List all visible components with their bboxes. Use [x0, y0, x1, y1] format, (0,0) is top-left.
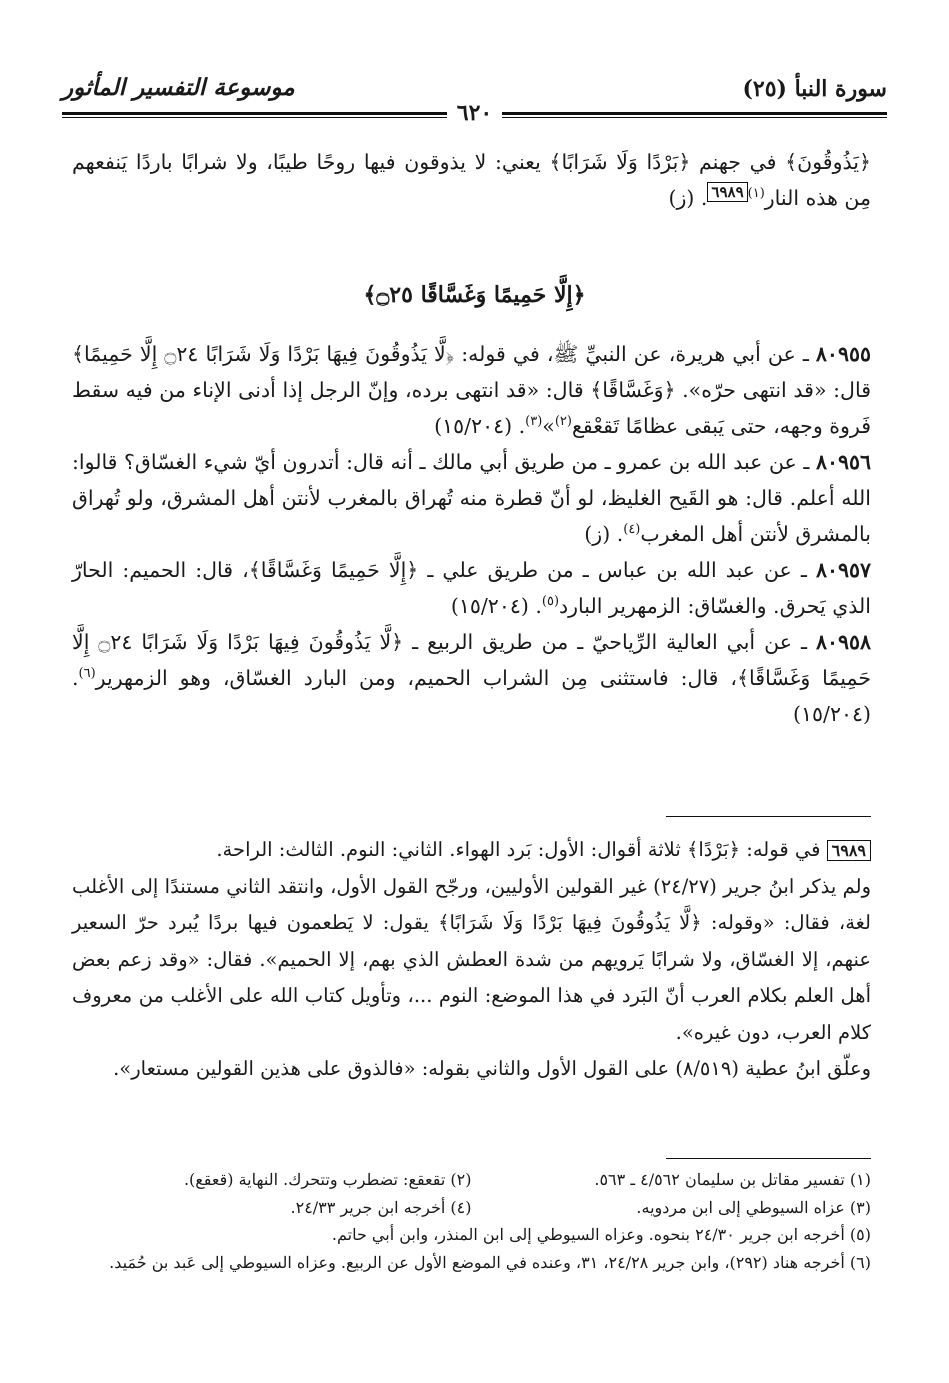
narration-number: ٨٠٩٥٥: [815, 342, 871, 366]
intro-paragraph: ﴿يَذُوقُونَ﴾ في جهنم ﴿بَرْدًا وَلَا شَرَابًا﴾ يعني: لا يذوقون فيها روحًا طيبًا، ولا شرابًا باردًا يَنفعهم مِن هذه النار$^{(١)٦٩٨٩}$. (ز): [72, 150, 871, 210]
footnote-ref[interactable]: (٥): [541, 594, 560, 610]
narration: ٨٠٩٥٥ ـ عن أبي هريرة، عن النبيِّ ﷺ، في قوله: ﴿لَّا يَذُوقُونَ فِيهَا بَرْدًا وَلَا شَرَابًا ۝٢٤ إِلَّا حَمِيمًا﴾ قال: «قد انتهى حرّه». ﴿وَغَسَّاقًا﴾ قال: «قد انتهى برده، وإنّ الرجل إذا أدنى الإناء من فيه سقط فَروة وجهه، حتى يَبقى عظامًا تَقعْقع$^{(٢)}$»$^{(٣)}$. (١٥/٢٠٤): [72, 342, 871, 438]
narration: ٨٠٩٥٨ ـ عن أبي العالية الرِّياحيّ ـ من طريق الربيع ـ ﴿لَّا يَذُوقُونَ فِيهَا بَرْدًا وَلَا شَرَابًا ۝٢٤ إِلَّا حَمِيمًا وَغَسَّاقًا﴾، قال: فاستثنى مِن الشراب الحميم، ومن البارد الغسّاق، وهو الزمهرير$^{(٦)}$. (١٥/٢٠٤): [72, 630, 872, 726]
narration-number: ٨٠٩٥٧: [815, 558, 871, 582]
footnote: (١) تفسير مقاتل بن سليمان ٤/٥٦٢ ـ ٥٦٣.: [594, 1170, 871, 1189]
commentary-number-box: ٦٩٨٩: [827, 840, 871, 861]
narration: ٨٠٩٥٧ ـ عن عبد الله بن عباس ـ من طريق علي ـ ﴿إِلَّا حَمِيمًا وَغَسَّاقًا﴾، قال: الحميم: الحارّ الذي يَحرق. والغسّاق: الزمهرير البارد$^{(٥)}$. (١٥/٢٠٤): [72, 558, 871, 618]
footnote-ref[interactable]: (٤): [623, 522, 641, 538]
footnote: (٦) أخرجه هناد (٢٩٢)، وابن جرير ٢٤/٢٨، ٣١، وعنده في الموضع الأول عن الربيع. وعزاه السيوطي إلى عَبد بن حُمَيد.: [109, 1252, 871, 1272]
surah-title: سورة النبأ (٢٥): [742, 76, 887, 102]
book-title: موسوعة التفسير المأثور: [62, 74, 295, 101]
footnote: (٤) أخرجه ابن جرير ٢٤/٣٣.: [290, 1197, 472, 1217]
footnote-ref[interactable]: (٦): [78, 666, 96, 682]
footnotes: [72, 1166, 871, 1276]
ayah-heading: ﴿إِلَّا حَمِيمًا وَغَسَّاقًا ۝٢٥﴾: [363, 282, 586, 308]
footnote: (٢) تقعقع: تضطرب وتتحرك. النهاية (قعقع).: [183, 1170, 472, 1189]
footnote-row: [72, 1194, 871, 1222]
commentary-paragraph: وعلّق ابنُ عطية (٨/٥١٩) على القول الأول والثاني بقوله: «فالذوق على هذين القولين مستعار».: [113, 1057, 871, 1080]
narrations: [72, 336, 871, 732]
footnote: (٣) عزاه السيوطي إلى ابن مردويه.: [636, 1197, 871, 1217]
commentary-paragraph: ولم يذكر ابنُ جرير (٢٤/٢٧) غير القولين الأوليين، ورجّح القول الأول، وانتقد الثاني مستندًا إلى الأغلب لغة، فقال: «وقوله: ﴿لَّا يَذُوقُونَ فِيهَا بَرْدًا وَلَا شَرَابًا﴾ يقول: لا يَطعمون فيها بردًا يُبرد حرّ السعير عنهم، إلا الغسّاق، ولا شرابًا يَرويهم من شدة العطش الذي بهم، إلا الحميم». فقال: «وقد زعم بعض أهل العلم بكلام العرب أنّ البَرد في هذا الموضع: النوم ...، وتأويل كتاب الله على الأغلب من معروف كلام العرب، دون غيره».: [72, 874, 871, 1044]
footnotes-separator: [666, 1158, 871, 1159]
footnote-row: [72, 1166, 871, 1194]
footnote-ref[interactable]: (٢): [554, 414, 572, 430]
commentary-separator: [666, 816, 871, 817]
commentary-ref-box[interactable]: ٦٩٨٩: [707, 182, 747, 202]
footnote-ref[interactable]: (٣): [525, 414, 543, 430]
commentary-section: [72, 832, 871, 1088]
narration-number: ٨٠٩٥٦: [815, 450, 871, 474]
footnote: (٥) أخرجه ابن جرير ٢٤/٣٠ بنحوه. وعزاه السيوطي إلى ابن المنذر، وابن أبي حاتم.: [331, 1225, 871, 1244]
narration: ٨٠٩٥٦ ـ عن عبد الله بن عمرو ـ من طريق أبي مالك ـ أنه قال: أتدرون أيّ شيء الغسّاق؟ قالوا: الله أعلم. قال: هو القَيح الغليظ، لو أنّ قطرة منه تُهراق بالمغرب لأنتن أهل المشرق، ولو تُهراق بالمشرق لأنتن أهل المغرب$^{(٤)}$. (ز): [72, 450, 871, 546]
commentary-paragraph: ٦٩٨٩ في قوله: ﴿بَرْدًا﴾ ثلاثة أقوال: الأول: بَرد الهواء. الثاني: النوم. الثالث: الراحة.: [72, 832, 871, 869]
narration-number: ٨٠٩٥٨: [815, 630, 872, 654]
page-number: ٦٢٠: [0, 100, 949, 126]
footnote-ref[interactable]: (١): [747, 186, 765, 202]
